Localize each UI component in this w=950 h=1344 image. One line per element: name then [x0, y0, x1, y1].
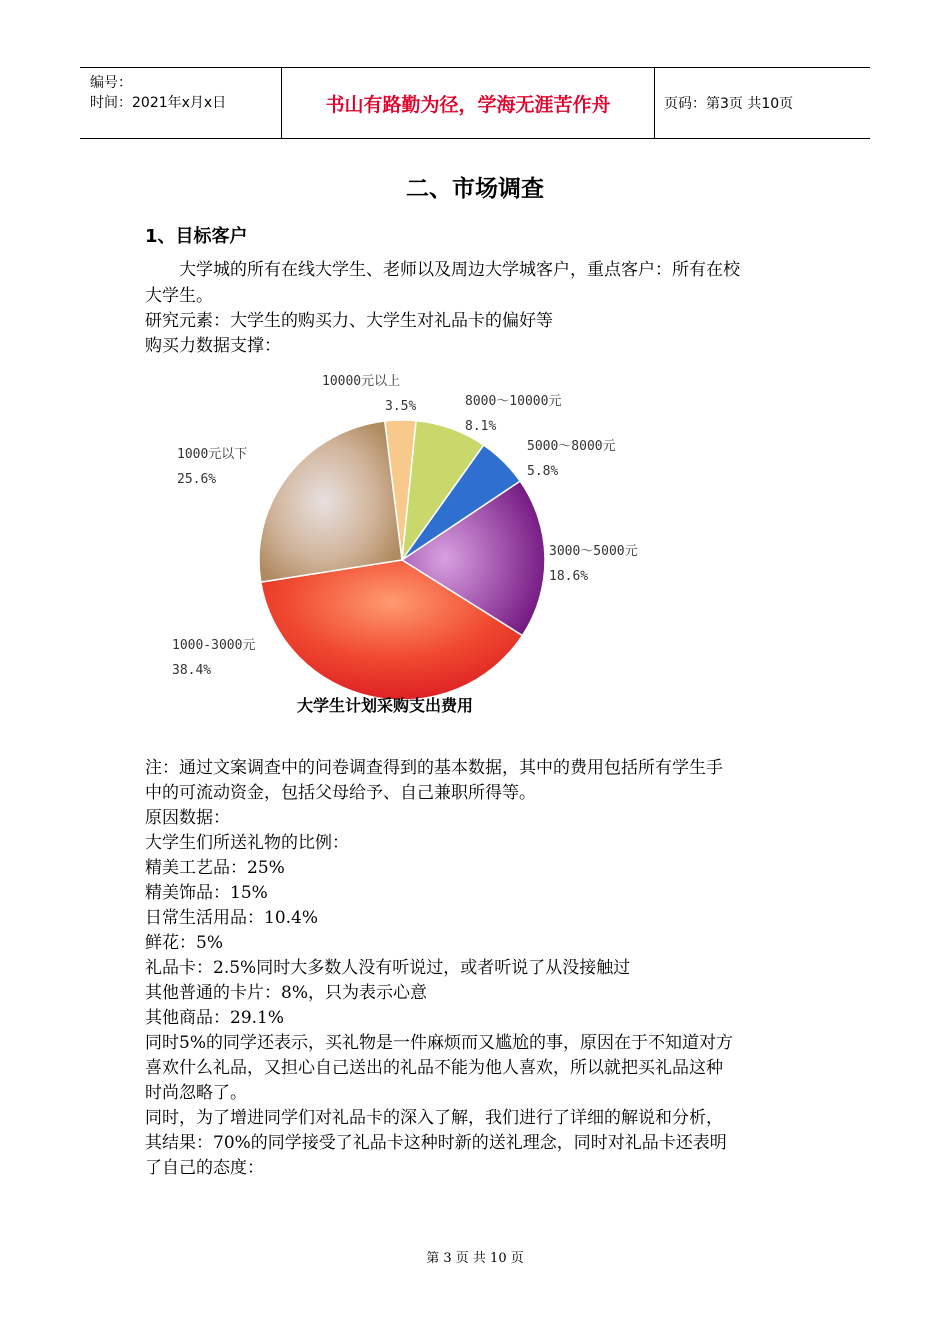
header-motto: 书山有路勤为径，学海无涯苦作舟: [281, 68, 655, 138]
target-paragraph-cont: 大学生。: [145, 286, 213, 306]
page-footer: 第 3 页 共 10 页: [426, 1251, 524, 1266]
page-header: [80, 67, 870, 139]
gift-item: 鲜花：5%: [145, 933, 223, 953]
slice-category-label: 3000～5000元: [549, 544, 638, 559]
number-label: 编号：: [90, 75, 132, 91]
paragraph-a-line-1: 同时5%的同学还表示，买礼物是一件麻烦而又尴尬的事，原因在于不知道对方: [145, 1033, 733, 1053]
gift-item: 精美饰品：15%: [145, 883, 268, 903]
header-page-label: 页码：第3页 共10页: [664, 96, 794, 112]
slice-category-label: 1000-3000元: [172, 638, 256, 653]
paragraph-a-line-2: 喜欢什么礼品，又担心自己送出的礼品不能为他人喜欢，所以就把买礼品这种: [145, 1058, 723, 1078]
gift-item: 礼品卡：2.5%同时大多数人没有听说过，或者听说了从没接触过: [145, 958, 631, 978]
note-line-2: 中的可流动资金，包括父母给予、自己兼职所得等。: [145, 783, 536, 803]
paragraph-a-line-3: 时尚忽略了。: [145, 1083, 247, 1103]
slice-value-label: 3.5%: [385, 399, 417, 414]
chart-title: 大学生计划采购支出费用: [296, 696, 474, 715]
slice-category-label: 8000～10000元: [465, 394, 562, 409]
slice-value-label: 25.6%: [177, 472, 217, 487]
slice-category-label: 10000元以上: [322, 374, 401, 389]
reason-data-label: 原因数据：: [145, 808, 230, 828]
gift-item: 精美工艺品：25%: [145, 858, 285, 878]
purchasing-power-label: 购买力数据支撑：: [145, 336, 281, 356]
pie-slice: [259, 421, 402, 582]
target-line-1: 大学城的所有在线大学生、老师以及周边大学城客户，重点客户：所有在校: [179, 260, 740, 280]
gift-item: 日常生活用品：10.4%: [145, 908, 319, 928]
section-heading: 1、目标客户: [145, 226, 248, 247]
slice-value-label: 38.4%: [172, 663, 212, 678]
slice-value-label: 5.8%: [527, 464, 559, 479]
pie-slices: [259, 420, 545, 700]
page-title: 二、市场调查: [406, 176, 544, 202]
slice-category-label: 5000～8000元: [527, 439, 616, 454]
gift-item: 其他普通的卡片：8%，只为表示心意: [145, 983, 427, 1003]
paragraph-b-line-2: 其结果：70%的同学接受了礼品卡这种时新的送礼理念，同时对礼品卡还表明: [145, 1133, 727, 1153]
gift-ratio-label: 大学生们所送礼物的比例：: [145, 833, 349, 853]
gift-item: 其他商品：29.1%: [145, 1008, 285, 1028]
note-line-1: 注：通过文案调查中的问卷调查得到的基本数据，其中的费用包括所有学生手: [145, 758, 723, 778]
slice-value-label: 18.6%: [549, 569, 589, 584]
pie-chart: [160, 365, 720, 730]
time-label: 时间：2021年x月x日: [90, 95, 227, 111]
paragraph-b-line-1: 同时，为了增进同学们对礼品卡的深入了解，我们进行了详细的解说和分析，: [145, 1108, 723, 1128]
paragraph-b-line-3: 了自己的态度：: [145, 1158, 264, 1178]
research-elements: 研究元素：大学生的购买力、大学生对礼品卡的偏好等: [145, 311, 553, 331]
slice-value-label: 8.1%: [465, 419, 497, 434]
header-meta: [80, 68, 280, 138]
slice-category-label: 1000元以下: [177, 447, 248, 462]
target-paragraph: [145, 258, 815, 283]
